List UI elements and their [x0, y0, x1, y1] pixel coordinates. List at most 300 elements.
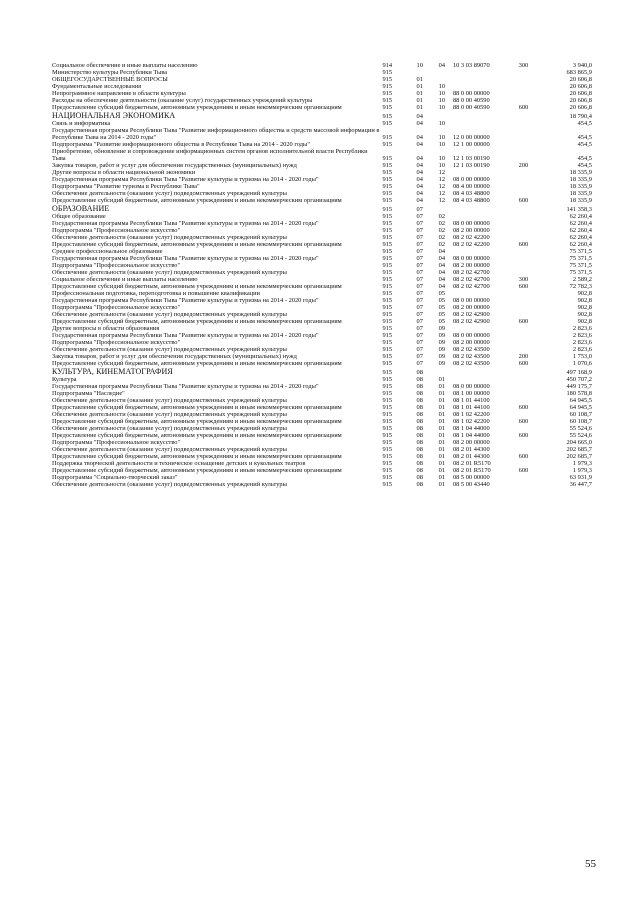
expense-type-code: 600: [518, 283, 529, 290]
table-row: [52, 339, 592, 346]
row-name: Фундаментальные исследования: [52, 83, 142, 90]
section-code: 04: [416, 120, 423, 127]
row-name: Подпрограмма "Профессиональное искусство": [52, 304, 181, 311]
subsection-code: [431, 367, 453, 376]
row-name: Предоставление субсидий бюджетным, автономным учреждениям и иным некоммерческим организациям: [52, 467, 342, 474]
amount: 75 371,5: [569, 248, 592, 255]
expense-type-code: 600: [518, 418, 529, 425]
expense-type-code: [509, 481, 537, 488]
expense-type-code: [509, 120, 537, 127]
ministry-code: 915: [382, 467, 393, 474]
expense-type-code: [509, 97, 537, 104]
table-row: [52, 353, 592, 360]
ministry-code: 915: [382, 311, 393, 318]
row-name: Обеспечение деятельности (оказание услуг) подведомственных учреждений культуры: [52, 411, 287, 418]
table-row: [52, 127, 592, 141]
amount: 449 175,7: [566, 383, 592, 390]
amount: 20 606,8: [569, 104, 592, 111]
expense-type-code: [509, 339, 537, 346]
ministry-code: 915: [382, 460, 393, 467]
section-code: 08: [416, 439, 423, 446]
ministry-code: 915: [382, 255, 393, 262]
ministry-code: 915: [382, 76, 393, 83]
amount: 202 685,7: [566, 446, 592, 453]
amount: 60 108,7: [569, 418, 592, 425]
amount: 204 665,0: [566, 439, 592, 446]
ministry-code: 915: [382, 276, 393, 283]
table-row: [52, 183, 592, 190]
row-name: Государственная программа Республики Тыва "Развитие культуры и туризма на 2014 - 2020 годы": [52, 255, 319, 262]
ministry-code: 915: [382, 134, 393, 141]
expense-type-code: [509, 127, 537, 141]
expense-type-code: [509, 346, 537, 353]
table-row: [52, 104, 592, 111]
target-article-code: 08 1 04 44000: [452, 425, 490, 432]
subsection-code: 09: [438, 360, 446, 367]
expense-type-code: [509, 176, 537, 183]
row-name: Предоставление субсидий бюджетным, автономным учреждениям и иным некоммерческим организациям: [52, 318, 342, 325]
subsection-code: [431, 204, 453, 213]
expense-type-code: 600: [518, 197, 529, 204]
expense-type-code: 200: [518, 162, 529, 169]
table-row: [52, 367, 592, 376]
amount: 18 335,9: [569, 169, 592, 176]
row-name: Обеспечение деятельности (оказание услуг) подведомственных учреждений культуры: [52, 346, 287, 353]
target-article-code: [453, 367, 509, 376]
amount: 683 865,9: [566, 69, 592, 76]
section-code: 07: [416, 332, 423, 339]
amount: 454,5: [577, 120, 592, 127]
section-code: 08: [416, 418, 423, 425]
subsection-code: 05: [438, 311, 446, 318]
table-row: [52, 453, 592, 460]
expense-type-code: [509, 190, 537, 197]
ministry-code: 915: [382, 176, 393, 183]
amount: 1 753,0: [572, 353, 592, 360]
subsection-code: 01: [438, 390, 446, 397]
row-name: Обеспечение деятельности (оказание услуг) подведомственных учреждений культуры: [52, 269, 287, 276]
ministry-code: 915: [382, 262, 393, 269]
ministry-code: 915: [382, 397, 393, 404]
target-article-code: 08 5 00 00000: [452, 474, 490, 481]
section-code: 04: [416, 176, 423, 183]
row-name: Государственная программа Республики Тыва "Развитие культуры и туризма на 2014 - 2020 годы": [52, 297, 319, 304]
section-code: 01: [416, 83, 423, 90]
subsection-code: 09: [438, 353, 446, 360]
expense-type-code: [509, 446, 537, 453]
ministry-code: 915: [382, 190, 393, 197]
amount: 62 260,4: [569, 213, 592, 220]
subsection-code: 02: [438, 241, 446, 248]
expense-type-code: [509, 83, 537, 90]
subsection-code: 01: [438, 467, 446, 474]
row-name: Государственная программа Республики Тыва "Развитие культуры и туризма на 2014 - 2020 годы": [52, 220, 319, 227]
ministry-code: 914: [382, 62, 393, 69]
expense-type-code: [509, 304, 537, 311]
amount: 902,8: [577, 290, 592, 297]
target-article-code: 88 0 00 00000: [452, 90, 490, 97]
amount: 2 589,2: [572, 276, 592, 283]
row-name: Общее образование: [52, 213, 106, 220]
ministry-code: 915: [382, 432, 393, 439]
ministry-code: 915: [382, 283, 393, 290]
table-row: [52, 304, 592, 311]
table-row: [52, 220, 592, 227]
row-name: Государственная программа Республики Тыва "Развитие культуры и туризма на 2014 - 2020 годы": [52, 332, 319, 339]
amount: 18 335,9: [569, 176, 592, 183]
table-row: [52, 262, 592, 269]
expense-type-code: [509, 325, 537, 332]
amount: 63 931,9: [569, 474, 592, 481]
amount: 454,5: [577, 162, 592, 169]
row-name: Министерство культуры Республики Тыва: [52, 69, 168, 76]
ministry-code: 915: [382, 339, 393, 346]
table-row: [52, 248, 592, 255]
expense-type-code: [509, 311, 537, 318]
ministry-code: 915: [382, 353, 393, 360]
amount: 62 260,4: [569, 234, 592, 241]
ministry-code: 915: [382, 155, 393, 162]
section-code: 08: [416, 397, 423, 404]
amount: 36 447,7: [569, 481, 592, 488]
row-name: Предоставление субсидий бюджетным, автономным учреждениям и иным некоммерческим организациям: [52, 432, 342, 439]
row-name: Обеспечение деятельности (оказание услуг) подведомственных учреждений культуры: [52, 446, 287, 453]
expense-type-code: [509, 220, 537, 227]
table-row: [52, 90, 592, 97]
expense-type-code: 600: [518, 241, 529, 248]
ministry-code: 915: [382, 481, 393, 488]
target-article-code: 08 2 01 44300: [452, 453, 490, 460]
table-row: [52, 176, 592, 183]
amount: 20 606,8: [569, 97, 592, 104]
subsection-code: 10: [438, 134, 446, 141]
table-row: [52, 234, 592, 241]
section-code: 04: [416, 141, 423, 148]
expense-type-code: 300: [518, 62, 529, 69]
section-code: 04: [416, 155, 423, 162]
subsection-code: 01: [438, 481, 446, 488]
target-article-code: 88 0 00 40590: [452, 97, 490, 104]
subsection-code: 02: [438, 213, 446, 220]
table-row: [52, 474, 592, 481]
subsection-code: 02: [438, 234, 446, 241]
expense-type-code: [509, 425, 537, 432]
section-code: 07: [416, 311, 423, 318]
target-article-code: 08 1 02 42200: [452, 418, 490, 425]
row-name: Обеспечение деятельности (оказание услуг) подведомственных учреждений культуры: [52, 481, 287, 488]
ministry-code: 915: [382, 90, 393, 97]
target-article-code: 08 2 02 42900: [452, 311, 490, 318]
expense-type-code: [509, 297, 537, 304]
subsection-code: 12: [438, 190, 446, 197]
amount: 902,8: [577, 297, 592, 304]
amount: 75 371,5: [569, 262, 592, 269]
section-code: 01: [416, 90, 423, 97]
row-name: Подпрограмма "Наследие": [52, 390, 125, 397]
subsection-code: 04: [438, 255, 446, 262]
section-code: 04: [416, 183, 423, 190]
target-article-code: 08 2 00 00000: [452, 227, 490, 234]
expense-type-code: [509, 262, 537, 269]
budget-table-body: [52, 62, 592, 488]
ministry-code: 915: [382, 376, 393, 383]
subsection-code: 09: [438, 346, 446, 353]
target-article-code: [453, 248, 509, 255]
table-row: [52, 197, 592, 204]
amount: 202 685,7: [566, 453, 592, 460]
amount: 18 335,9: [569, 197, 592, 204]
table-row: [52, 418, 592, 425]
section-code: 07: [416, 248, 423, 255]
section-code: 07: [416, 227, 423, 234]
row-name: Государственная программа Республики Тыва "Развитие информационного общества и средств массовой информации в Республике Тыва на 2014 - 2020 годы": [52, 127, 380, 141]
target-article-code: 08 2 01 R5170: [452, 467, 491, 474]
subsection-code: 05: [438, 304, 446, 311]
row-name: Культура: [52, 376, 77, 383]
table-row: [52, 241, 592, 248]
target-article-code: 08 2 02 43500: [452, 353, 490, 360]
section-code: 07: [416, 255, 423, 262]
row-name: Подпрограмма "Социально-творческий заказ": [52, 474, 178, 481]
ministry-code: 915: [382, 290, 393, 297]
section-code: 04: [416, 169, 423, 176]
subsection-code: 04: [438, 269, 446, 276]
expense-type-code: 300: [518, 276, 529, 283]
amount: 62 260,4: [569, 241, 592, 248]
target-article-code: [453, 325, 509, 332]
expense-type-code: [509, 248, 537, 255]
target-article-code: 08 0 00 00000: [452, 383, 490, 390]
row-name: Предоставление субсидий бюджетным, автономным учреждениям и иным некоммерческим организациям: [52, 283, 342, 290]
section-code: 07: [416, 297, 423, 304]
section-code: 07: [416, 325, 423, 332]
subsection-code: 10: [438, 83, 446, 90]
row-name: Подпрограмма "Развитие информационного общества в Республике Тыва на 2014 - 2020 годы": [52, 141, 310, 148]
amount: 2 823,6: [572, 339, 592, 346]
section-code: 04: [416, 113, 423, 120]
target-article-code: 08 2 02 42200: [452, 234, 490, 241]
row-name: Обеспечение деятельности (оказание услуг) подведомственных учреждений культуры: [52, 311, 287, 318]
expense-type-code: [509, 460, 537, 467]
expense-type-code: 600: [518, 453, 529, 460]
table-row: [52, 346, 592, 353]
table-row: [52, 276, 592, 283]
row-name: Другие вопросы в области образования: [52, 325, 160, 332]
amount: 62 260,4: [569, 227, 592, 234]
row-name: ОБРАЗОВАНИЕ: [52, 204, 110, 213]
section-code: 07: [416, 206, 423, 213]
table-row: [52, 269, 592, 276]
row-name: Подпрограмма "Профессиональное искусство": [52, 339, 181, 346]
target-article-code: [453, 83, 509, 90]
subsection-code: 04: [438, 62, 446, 69]
section-code: 08: [416, 474, 423, 481]
amount: 20 606,8: [569, 83, 592, 90]
target-article-code: 08 2 02 42700: [452, 283, 490, 290]
section-code: 08: [416, 432, 423, 439]
amount: 64 945,5: [569, 404, 592, 411]
ministry-code: 915: [382, 411, 393, 418]
ministry-code: 915: [382, 169, 393, 176]
table-row: [52, 297, 592, 304]
amount: 454,5: [577, 155, 592, 162]
ministry-code: 915: [382, 269, 393, 276]
section-code: 07: [416, 283, 423, 290]
table-row: [52, 69, 592, 76]
table-row: [52, 467, 592, 474]
subsection-code: 04: [438, 276, 446, 283]
subsection-code: 10: [438, 90, 446, 97]
section-code: 07: [416, 360, 423, 367]
row-name: Подпрограмма "Профессиональное искусство": [52, 227, 181, 234]
table-row: [52, 227, 592, 234]
section-code: 01: [416, 104, 423, 111]
subsection-code: 01: [438, 418, 446, 425]
amount: 141 358,3: [566, 206, 592, 213]
section-code: 08: [416, 460, 423, 467]
expense-type-code: 600: [518, 360, 529, 367]
subsection-code: 01: [438, 383, 446, 390]
section-code: 07: [416, 346, 423, 353]
target-article-code: 08 5 00 43440: [452, 481, 490, 488]
expense-type-code: 200: [518, 353, 529, 360]
table-row: [52, 404, 592, 411]
target-article-code: 08 4 03 48800: [452, 197, 490, 204]
target-article-code: 08 0 00 00000: [452, 332, 490, 339]
amount: 454,5: [577, 141, 592, 148]
ministry-code: 915: [382, 474, 393, 481]
ministry-code: 915: [382, 425, 393, 432]
expense-type-code: 600: [518, 318, 529, 325]
row-name: Обеспечение деятельности (оказание услуг) подведомственных учреждений культуры: [52, 190, 287, 197]
section-code: 07: [416, 241, 423, 248]
ministry-code: 915: [382, 69, 393, 76]
table-row: [52, 390, 592, 397]
ministry-code: 915: [382, 162, 393, 169]
section-code: 04: [416, 162, 423, 169]
target-article-code: 08 2 02 42200: [452, 241, 490, 248]
expense-type-code: [509, 397, 537, 404]
subsection-code: 01: [438, 376, 446, 383]
ministry-code: 915: [382, 446, 393, 453]
ministry-code: 915: [382, 439, 393, 446]
target-article-code: 08 0 00 00000: [452, 255, 490, 262]
expense-type-code: [509, 332, 537, 339]
row-name: Предоставление субсидий бюджетным, автономным учреждениям и иным некоммерческим организациям: [52, 418, 342, 425]
target-article-code: 12 1 03 00190: [452, 162, 490, 169]
row-name: Предоставление субсидий бюджетным, автономным учреждениям и иным некоммерческим организациям: [52, 360, 342, 367]
target-article-code: 08 2 02 43500: [452, 346, 490, 353]
subsection-code: 01: [438, 439, 446, 446]
row-name: НАЦИОНАЛЬНАЯ ЭКОНОМИКА: [52, 111, 176, 120]
subsection-code: [431, 111, 453, 120]
ministry-code: 915: [382, 241, 393, 248]
target-article-code: 08 4 03 48800: [452, 190, 490, 197]
table-row: [52, 360, 592, 367]
table-row: [52, 318, 592, 325]
ministry-code: 915: [382, 404, 393, 411]
row-name: Подпрограмма "Профессиональное искусство": [52, 262, 181, 269]
row-name: Приобретение, обновление и сопровождение информационных систем органов исполнительной власти Республики Тыва: [52, 148, 368, 162]
table-row: [52, 397, 592, 404]
target-article-code: 08 0 00 00000: [452, 297, 490, 304]
target-article-code: 08 2 01 44300: [452, 446, 490, 453]
row-name: Предоставление субсидий бюджетным, автономным учреждениям и иным некоммерческим организациям: [52, 241, 342, 248]
expense-type-code: [509, 474, 537, 481]
target-article-code: [453, 290, 509, 297]
ministry-code: 915: [382, 234, 393, 241]
target-article-code: 08 0 00 00000: [452, 176, 490, 183]
ministry-code: 915: [382, 248, 393, 255]
section-code: 07: [416, 304, 423, 311]
row-name: Предоставление субсидий бюджетным, автономным учреждениям и иным некоммерческим организациям: [52, 404, 342, 411]
expense-type-code: [509, 439, 537, 446]
section-code: 07: [416, 353, 423, 360]
expense-type-code: [509, 383, 537, 390]
subsection-code: 01: [438, 453, 446, 460]
table-row: [52, 83, 592, 90]
expense-type-code: [509, 367, 537, 376]
subsection-code: 01: [438, 460, 446, 467]
table-row: [52, 383, 592, 390]
ministry-code: 915: [382, 304, 393, 311]
section-code: 07: [416, 339, 423, 346]
row-name: Подпрограмма "Развитие туризма в Республике Тыва": [52, 183, 200, 190]
target-article-code: 08 1 04 44000: [452, 432, 490, 439]
ministry-code: 915: [382, 383, 393, 390]
section-code: 08: [416, 446, 423, 453]
target-article-code: 08 2 02 43500: [452, 360, 490, 367]
amount: 180 578,8: [566, 390, 592, 397]
amount: 55 524,6: [569, 425, 592, 432]
subsection-code: 10: [438, 120, 446, 127]
target-article-code: [453, 213, 509, 220]
section-code: 07: [416, 262, 423, 269]
amount: 902,8: [577, 304, 592, 311]
section-code: 07: [416, 220, 423, 227]
expense-type-code: [509, 169, 537, 176]
amount: 60 108,7: [569, 411, 592, 418]
table-row: [52, 432, 592, 439]
expense-type-code: [509, 390, 537, 397]
section-code: 01: [416, 76, 423, 83]
target-article-code: 08 1 02 42200: [452, 411, 490, 418]
subsection-code: 09: [438, 339, 446, 346]
ministry-code: 915: [382, 220, 393, 227]
expense-type-code: 600: [518, 467, 529, 474]
table-row: [52, 97, 592, 104]
row-name: Среднее профессиональное образование: [52, 248, 163, 255]
subsection-code: 04: [438, 248, 446, 255]
row-name: Обеспечение деятельности (оказание услуг) подведомственных учреждений культуры: [52, 234, 287, 241]
target-article-code: 08 2 01 R5170: [452, 460, 491, 467]
expense-type-code: [509, 376, 537, 383]
subsection-code: 12: [438, 169, 446, 176]
ministry-code: 915: [382, 141, 393, 148]
section-code: 08: [416, 425, 423, 432]
table-row: [52, 446, 592, 453]
amount: 20 606,8: [569, 90, 592, 97]
subsection-code: 12: [438, 183, 446, 190]
target-article-code: 88 0 00 40590: [452, 104, 490, 111]
expense-type-code: 600: [518, 104, 529, 111]
table-row: [52, 111, 592, 120]
target-article-code: [453, 120, 509, 127]
section-code: 10: [416, 62, 423, 69]
ministry-code: 915: [382, 325, 393, 332]
table-row: [52, 148, 592, 162]
table-row: [52, 481, 592, 488]
